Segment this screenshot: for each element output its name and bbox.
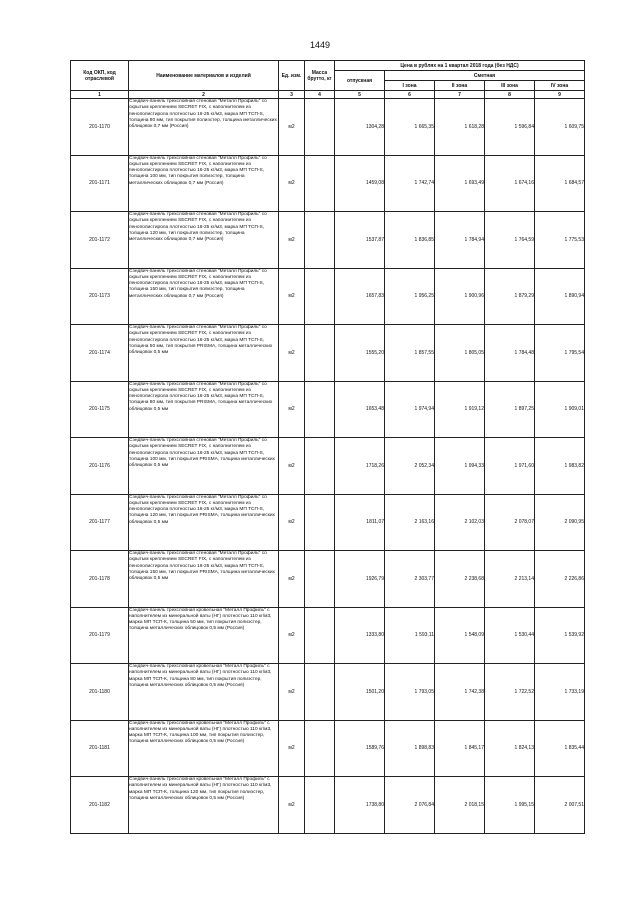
price-table: [70, 60, 585, 834]
cell-unit: м2: [279, 325, 305, 382]
cell-zone-3-price: 1 596,84: [485, 99, 535, 156]
cell-release-price: 1459,08: [335, 155, 385, 212]
cell-code: 201-1180: [71, 664, 129, 721]
cell-zone-4-price: 1 775,53: [535, 212, 585, 269]
cell-name: Сэндвич-панель трехслойная стеновая "Металл Профиль" со скрытым креплением SECRET FIX, с наполнителем из пенополистирола плотностью 16-25 кг/м3, марка МП ТСП-S, толщина 100 мм, тип покрытия полиэстер, толщина металлических облицовок 0,7 мм (Россия): [129, 155, 279, 212]
cell-unit: м2: [279, 99, 305, 156]
cell-unit: м2: [279, 720, 305, 777]
col-number: 5: [335, 91, 385, 99]
header-release: отпускная: [335, 71, 385, 91]
cell-unit: м2: [279, 494, 305, 551]
header-estimate: Сметная: [385, 71, 585, 81]
cell-zone-1-price: 1 593,11: [385, 607, 435, 664]
table-row: [71, 155, 585, 212]
cell-zone-4-price: 1 609,75: [535, 99, 585, 156]
cell-mass: [305, 325, 335, 382]
header-mass: Масса брутто, кг: [305, 61, 335, 91]
cell-name: Сэндвич-панель трехслойная кровельная "Металл Профиль" с наполнителем из минеральной ваты (НГ) плотностью 110 кг/м3, марка МП ТСП-К, толщина 80 мм, тип покрытия полиэстер, толщина металлических облицовок 0,5 мм (Россия): [129, 664, 279, 721]
cell-name: Сэндвич-панель трехслойная стеновая "Металл Профиль" со скрытым креплением SECRET FIX, с наполнителем из пенополистирола плотностью 16-25 кг/м3, марка МП ТСП-S, толщина 120 мм, тип покрытия PRISMA, толщина металлических облицовок 0,5 мм: [129, 494, 279, 551]
cell-unit: м2: [279, 438, 305, 495]
cell-code: 201-1171: [71, 155, 129, 212]
cell-zone-3-price: 1 824,13: [485, 720, 535, 777]
cell-zone-2-price: 2 018,15: [435, 777, 485, 834]
header-zone-1: I зона: [385, 81, 435, 91]
cell-release-price: 1555,20: [335, 325, 385, 382]
cell-release-price: 1738,80: [335, 777, 385, 834]
cell-code: 201-1173: [71, 268, 129, 325]
cell-unit: м2: [279, 268, 305, 325]
cell-zone-4-price: 1 909,01: [535, 381, 585, 438]
cell-release-price: 1653,48: [335, 381, 385, 438]
cell-zone-3-price: 1 971,60: [485, 438, 535, 495]
cell-unit: м2: [279, 664, 305, 721]
cell-code: 201-1170: [71, 99, 129, 156]
cell-mass: [305, 777, 335, 834]
cell-zone-4-price: 2 226,86: [535, 551, 585, 608]
cell-mass: [305, 720, 335, 777]
cell-release-price: 1304,28: [335, 99, 385, 156]
cell-zone-2-price: 1 994,33: [435, 438, 485, 495]
table-row: [71, 551, 585, 608]
cell-zone-1-price: 1 956,25: [385, 268, 435, 325]
cell-mass: [305, 438, 335, 495]
table-row: [71, 381, 585, 438]
cell-release-price: 1926,79: [335, 551, 385, 608]
header-zone-3: III зона: [485, 81, 535, 91]
cell-zone-1-price: 2 303,77: [385, 551, 435, 608]
header-unit: Ед. изм.: [279, 61, 305, 91]
cell-release-price: 1718,26: [335, 438, 385, 495]
cell-release-price: 1537,87: [335, 212, 385, 269]
col-number: 9: [535, 91, 585, 99]
cell-name: Сэндвич-панель трехслойная стеновая "Металл Профиль" со скрытым креплением SECRET FIX, с наполнителем из пенополистирола плотностью 16-25 кг/м3, марка МП ТСП-S, толщина 120 мм, тип покрытия полиэстер, толщина металлических облицовок 0,7 мм (Россия): [129, 212, 279, 269]
cell-zone-2-price: 1 742,38: [435, 664, 485, 721]
cell-unit: м2: [279, 551, 305, 608]
cell-mass: [305, 551, 335, 608]
cell-mass: [305, 212, 335, 269]
cell-unit: м2: [279, 212, 305, 269]
cell-zone-4-price: 1 983,82: [535, 438, 585, 495]
cell-code: 201-1174: [71, 325, 129, 382]
cell-zone-4-price: 1 890,94: [535, 268, 585, 325]
table-row: [71, 99, 585, 156]
cell-mass: [305, 268, 335, 325]
cell-name: Сэндвич-панель трехслойная стеновая "Металл Профиль" со скрытым креплением SECRET FIX, с наполнителем из пенополистирола плотностью 16-25 кг/м3, марка МП ТСП-S, толщина 100 мм, тип покрытия PRISMA, толщина металлических облицовок 0,5 мм: [129, 438, 279, 495]
cell-zone-4-price: 1 835,44: [535, 720, 585, 777]
cell-zone-3-price: 2 213,14: [485, 551, 535, 608]
col-number: 3: [279, 91, 305, 99]
cell-release-price: 1657,83: [335, 268, 385, 325]
cell-zone-2-price: 1 548,09: [435, 607, 485, 664]
cell-mass: [305, 664, 335, 721]
cell-zone-3-price: 1 674,16: [485, 155, 535, 212]
cell-name: Сэндвич-панель трехслойная стеновая "Металл Профиль" со скрытым креплением SECRET FIX, с наполнителем из пенополистирола плотностью 16-25 кг/м3, марка МП ТСП-S, толщина 80 мм, тип покрытия полиэстер, толщина металлических облицовок 0,7 мм (Россия): [129, 99, 279, 156]
cell-mass: [305, 99, 335, 156]
cell-release-price: 1333,80: [335, 607, 385, 664]
cell-code: 201-1175: [71, 381, 129, 438]
cell-zone-1-price: 1 793,05: [385, 664, 435, 721]
cell-zone-2-price: 2 102,03: [435, 494, 485, 551]
cell-unit: м2: [279, 607, 305, 664]
cell-unit: м2: [279, 777, 305, 834]
header-zone-2: II зона: [435, 81, 485, 91]
table-row: [71, 212, 585, 269]
cell-zone-1-price: 1 742,74: [385, 155, 435, 212]
cell-zone-3-price: 1 784,48: [485, 325, 535, 382]
cell-code: 201-1172: [71, 212, 129, 269]
cell-zone-4-price: 1 684,57: [535, 155, 585, 212]
cell-zone-2-price: 1 618,28: [435, 99, 485, 156]
cell-zone-3-price: 1 530,44: [485, 607, 535, 664]
cell-zone-4-price: 2 007,51: [535, 777, 585, 834]
table-row: [71, 720, 585, 777]
cell-zone-4-price: 1 539,92: [535, 607, 585, 664]
cell-zone-2-price: 1 919,12: [435, 381, 485, 438]
cell-name: Сэндвич-панель трехслойная кровельная "Металл Профиль" с наполнителем из минеральной ваты (НГ) плотностью 110 кг/м3, марка МП ТСП-К, толщина 50 мм, тип покрытия полиэстер, толщина металлических облицовок 0,5 мм (Россия): [129, 607, 279, 664]
cell-code: 201-1177: [71, 494, 129, 551]
cell-mass: [305, 607, 335, 664]
col-number: 4: [305, 91, 335, 99]
page-number: 1449: [309, 40, 331, 50]
col-number: 6: [385, 91, 435, 99]
cell-zone-2-price: 1 784,94: [435, 212, 485, 269]
col-number: 7: [435, 91, 485, 99]
header-price-group: Цена в рублях на 1 квартал 2018 года (без НДС): [335, 61, 585, 71]
cell-zone-3-price: 1 995,15: [485, 777, 535, 834]
cell-zone-3-price: 1 764,59: [485, 212, 535, 269]
cell-zone-4-price: 1 795,54: [535, 325, 585, 382]
cell-zone-2-price: 1 693,49: [435, 155, 485, 212]
table-row: [71, 664, 585, 721]
cell-mass: [305, 155, 335, 212]
cell-zone-3-price: 1 897,25: [485, 381, 535, 438]
cell-name: Сэндвич-панель трехслойная стеновая "Металл Профиль" со скрытым креплением SECRET FIX, с наполнителем из пенополистирола плотностью 16-25 кг/м3, марка МП ТСП-S, толщина 150 мм, тип покрытия полиэстер, толщина металлических облицовок 0,7 мм (Россия): [129, 268, 279, 325]
table-row: [71, 268, 585, 325]
cell-name: Сэндвич-панель трехслойная стеновая "Металл Профиль" со скрытым креплением SECRET FIX, с наполнителем из пенополистирола плотностью 16-25 кг/м3, марка МП ТСП-S, толщина 150 мм, тип покрытия PRISMA, толщина металлических облицовок 0,5 мм: [129, 551, 279, 608]
cell-zone-1-price: 2 163,16: [385, 494, 435, 551]
cell-zone-1-price: 1 665,35: [385, 99, 435, 156]
col-number: 1: [71, 91, 129, 99]
cell-release-price: 1589,76: [335, 720, 385, 777]
table-row: [71, 777, 585, 834]
col-number: 2: [129, 91, 279, 99]
table-row: [71, 494, 585, 551]
cell-mass: [305, 381, 335, 438]
cell-code: 201-1178: [71, 551, 129, 608]
cell-zone-3-price: 1 879,29: [485, 268, 535, 325]
cell-code: 201-1176: [71, 438, 129, 495]
cell-zone-1-price: 2 076,84: [385, 777, 435, 834]
cell-zone-4-price: 2 090,95: [535, 494, 585, 551]
cell-zone-1-price: 1 836,85: [385, 212, 435, 269]
cell-zone-2-price: 1 845,17: [435, 720, 485, 777]
cell-release-price: 1501,20: [335, 664, 385, 721]
table-row: [71, 438, 585, 495]
table-row: [71, 325, 585, 382]
cell-name: Сэндвич-панель трехслойная стеновая "Металл Профиль" со скрытым креплением SECRET FIX, с наполнителем из пенополистирола плотностью 16-25 кг/м3, марка МП ТСП-S, толщина 50 мм, тип покрытия PRISMA, толщина металлических облицовок 0,5 мм: [129, 325, 279, 382]
cell-name: Сэндвич-панель трехслойная кровельная "Металл Профиль" с наполнителем из минеральной ваты (НГ) плотностью 110 кг/м3, марка МП ТСП-К, толщина 120 мм, тип покрытия полиэстер, толщина металлических облицовок 0,5 мм (Россия): [129, 777, 279, 834]
cell-code: 201-1179: [71, 607, 129, 664]
cell-name: Сэндвич-панель трехслойная кровельная "Металл Профиль" с наполнителем из минеральной ваты (НГ) плотностью 110 кг/м3, марка МП ТСП-К, толщина 100 мм, тип покрытия полиэстер, толщина металлических облицовок 0,5 мм (Россия): [129, 720, 279, 777]
cell-mass: [305, 494, 335, 551]
cell-zone-2-price: 1 805,05: [435, 325, 485, 382]
cell-zone-1-price: 1 974,94: [385, 381, 435, 438]
cell-name: Сэндвич-панель трехслойная стеновая "Металл Профиль" со скрытым креплением SECRET FIX, с наполнителем из пенополистирола плотностью 16-25 кг/м3, марка МП ТСП-S, толщина 80 мм, тип покрытия PRISMA, толщина металлических облицовок 0,5 мм: [129, 381, 279, 438]
header-name: Наименование материалов и изделий: [129, 61, 279, 91]
cell-zone-1-price: 1 898,83: [385, 720, 435, 777]
table-row: [71, 607, 585, 664]
cell-zone-2-price: 1 900,96: [435, 268, 485, 325]
cell-zone-2-price: 2 238,68: [435, 551, 485, 608]
col-number: 8: [485, 91, 535, 99]
cell-code: 201-1181: [71, 720, 129, 777]
cell-release-price: 1811,07: [335, 494, 385, 551]
cell-unit: м2: [279, 155, 305, 212]
cell-zone-3-price: 1 722,52: [485, 664, 535, 721]
header-zone-4: IV зона: [535, 81, 585, 91]
cell-unit: м2: [279, 381, 305, 438]
cell-zone-4-price: 1 733,19: [535, 664, 585, 721]
cell-zone-1-price: 1 857,55: [385, 325, 435, 382]
cell-code: 201-1182: [71, 777, 129, 834]
header-code: Код ОКП, код отраслевой: [71, 61, 129, 91]
table-body: [71, 99, 585, 834]
cell-zone-1-price: 2 052,34: [385, 438, 435, 495]
cell-zone-3-price: 2 078,07: [485, 494, 535, 551]
